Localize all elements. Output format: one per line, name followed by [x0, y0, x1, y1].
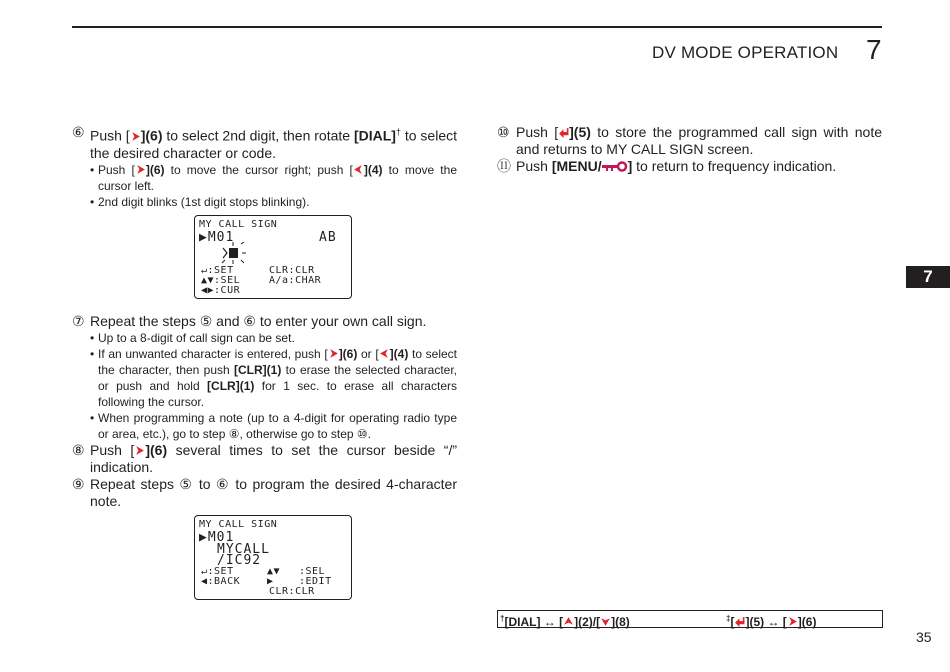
footnote-enter: ‡[ ](5) ↔ [ ](6)	[726, 614, 817, 629]
step-9: ⑨ Repeat steps ⑤ to ⑥ to program the desired 4-character note.	[72, 476, 457, 509]
footnote-dial: †[DIAL] ↔ [ ](2)/[ ](8)	[500, 614, 630, 629]
step-6-bullet-2: • 2nd digit blinks (1st digit stops blinking).	[90, 194, 310, 209]
lcd-note-value: /IC92	[217, 553, 262, 568]
step-6: ⑥ Push [ ](6) to select 2nd digit, then rotate [DIAL]† to select the desired character or code.	[72, 124, 457, 161]
lcd-display-2	[194, 515, 352, 600]
lcd-row-1-left: ↵:SET	[201, 265, 234, 276]
right-arrow-key-icon	[135, 164, 146, 175]
up-arrow-key-icon	[563, 616, 574, 627]
lcd-row-1-right: CLR:CLR	[269, 265, 315, 276]
step-7-bullet-2: • If an unwanted character is entered, push [ ](6) or [ ](4) to select the character, then push [CLR](1) to erase the selected character, or push and hold [CLR](1) for 1 sec. to erase all characters following the cursor.	[90, 347, 458, 409]
lcd-row-3-left: ◀▶:CUR	[201, 285, 241, 296]
step-7-bullet-1: • Up to a 8-digit of call sign can be set.	[90, 331, 295, 345]
left-column-lower	[72, 313, 457, 510]
lcd-title: MY CALL SIGN	[199, 519, 278, 530]
section-title: DV MODE OPERATION	[652, 43, 839, 62]
lcd-row-2-left: ◀:BACK	[201, 576, 241, 587]
enter-key-icon	[734, 616, 745, 627]
step-number: ⑥	[72, 124, 85, 140]
header-rule	[72, 26, 882, 28]
lcd-row-2-mid: ▶	[267, 576, 274, 587]
right-arrow-key-icon	[787, 616, 798, 627]
lcd-row-2-right: :EDIT	[299, 576, 332, 587]
lcd-memory-channel: ▶M01	[199, 530, 235, 545]
left-arrow-key-icon	[353, 164, 364, 175]
lcd-row-2-right: A/a:CHAR	[269, 275, 322, 286]
left-arrow-key-icon	[379, 348, 390, 359]
lcd-row-2-left: ▲▼:SEL	[201, 275, 241, 286]
lcd-row-3: CLR:CLR	[269, 586, 315, 597]
step-6-bullet-1: • Push [ ](6) to move the cursor right; push [ ](4) to move the cursor left.	[90, 162, 457, 193]
step-10: ⑩ Push [ ](5) to store the programmed call sign with note and returns to MY CALL SIGN screen.	[497, 124, 882, 157]
key-lock-icon	[602, 161, 628, 172]
lcd-display-1	[194, 215, 352, 299]
enter-key-icon	[558, 127, 569, 138]
right-arrow-key-icon	[134, 445, 145, 456]
step-7: ⑦ Repeat the steps ⑤ and ⑥ to enter your own call sign.	[72, 313, 427, 329]
step-8: ⑧ Push [ ](6) several times to set the cursor beside “/” indication.	[72, 442, 457, 475]
right-arrow-key-icon	[130, 131, 141, 142]
lcd-row-1-right: :SEL	[299, 566, 326, 577]
blinking-cursor-icon	[215, 242, 255, 264]
down-arrow-key-icon	[600, 616, 611, 627]
left-column	[72, 124, 457, 210]
right-arrow-key-icon	[328, 348, 339, 359]
lcd-row-1-left: ↵:SET	[201, 566, 234, 577]
lcd-call-sign-value: AB	[319, 230, 337, 245]
lcd-call-sign-value: MYCALL	[217, 542, 270, 557]
chapter-side-tab: 7	[906, 266, 950, 288]
step-11: ⑪ Push [MENU/ ] to return to frequency indication.	[497, 158, 837, 174]
lcd-title: MY CALL SIGN	[199, 219, 278, 230]
chapter-number: 7	[866, 34, 882, 65]
page-number: 35	[916, 629, 932, 645]
lcd-memory-channel: ▶M01	[199, 230, 235, 245]
step-7-bullet-3: • When programming a note (up to a 4-digit for operating radio type or area, etc.), go to step ⑧, otherwise go to step ⑩.	[90, 411, 457, 441]
right-column	[497, 124, 882, 175]
lcd-row-1-mid: ▲▼	[267, 566, 281, 577]
footnote-box	[497, 610, 883, 628]
